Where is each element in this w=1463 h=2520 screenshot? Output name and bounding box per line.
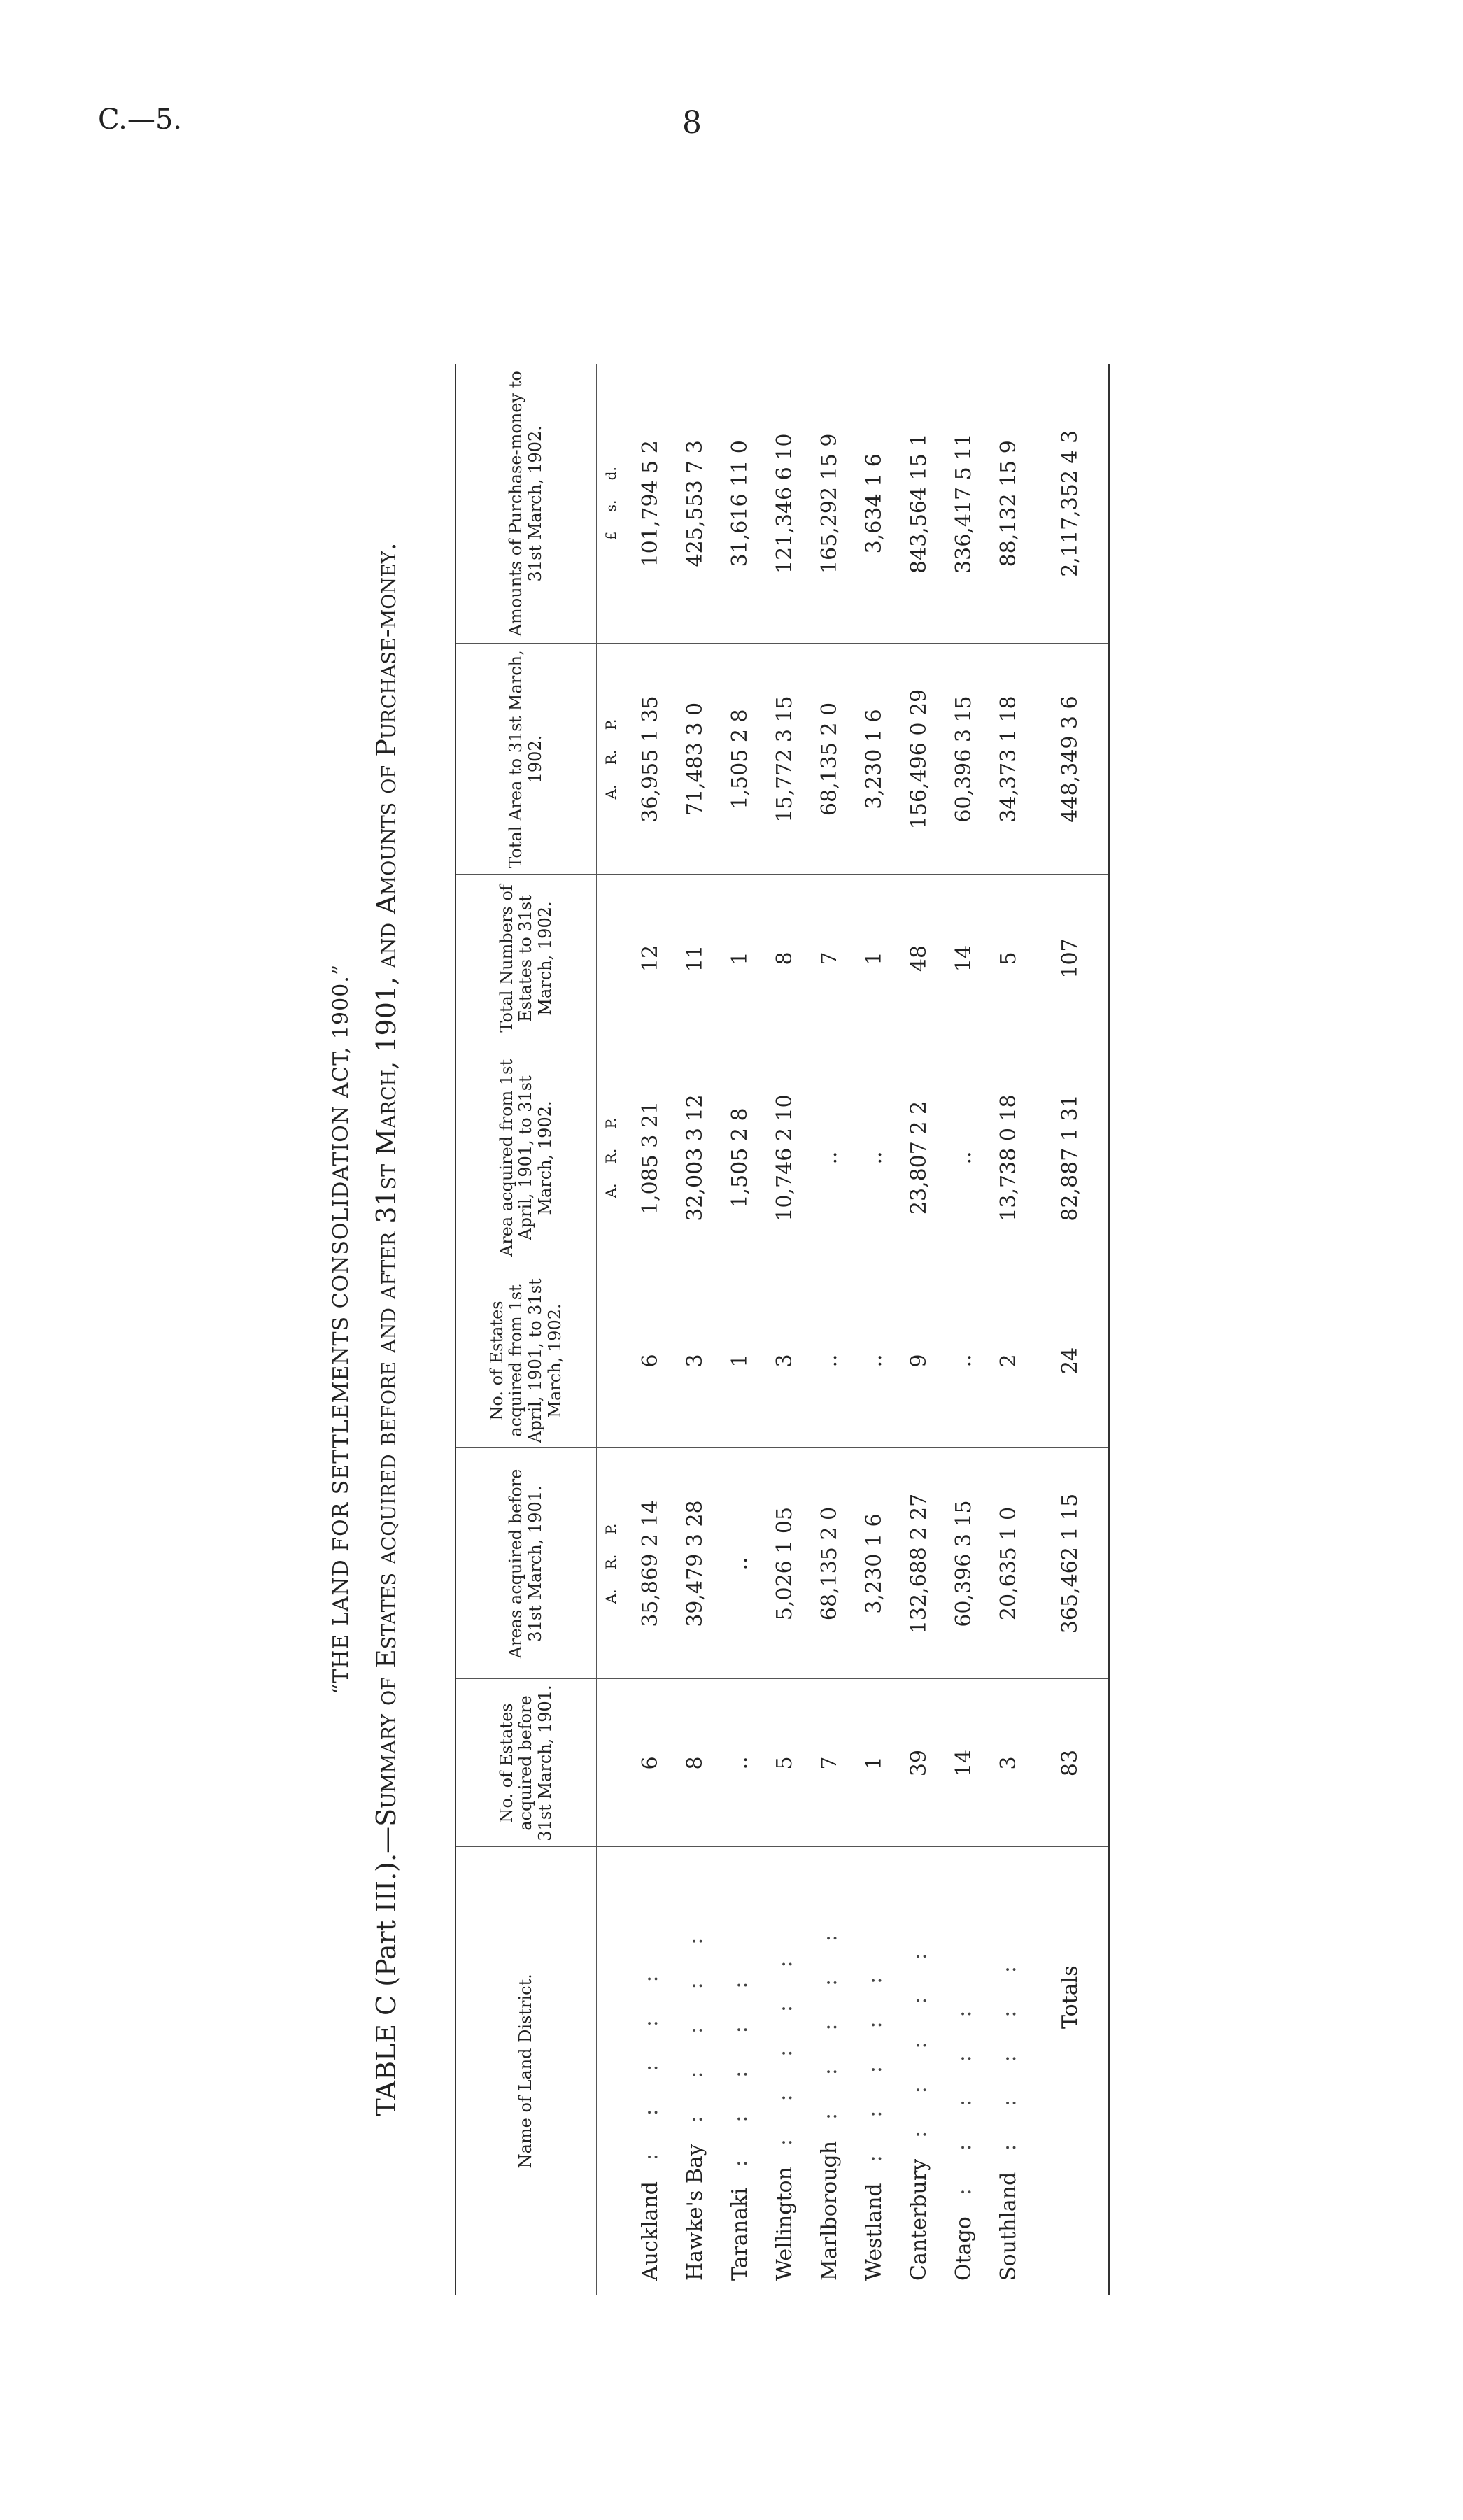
leader-dots: : : : : :	[906, 1937, 931, 2138]
estates-before-cell: 39	[896, 1679, 941, 1847]
estates-before-cell: 6	[625, 1679, 672, 1847]
areas-before-cell: 68,135 2 0	[807, 1448, 851, 1679]
table-row	[807, 364, 851, 2295]
district-cell	[941, 1847, 986, 2295]
page-code: C.—5.	[98, 104, 183, 136]
table-row	[986, 364, 1031, 2295]
estates-before-cell: 8	[672, 1679, 717, 1847]
district-cell	[672, 1847, 717, 2295]
estates-from-cell: ..	[941, 1273, 986, 1448]
table-row	[762, 364, 807, 2295]
total-area-cell: 15,772 3 15	[762, 644, 807, 875]
header-estates-before: No. of Estates acquired before 31st March, 1901.	[455, 1679, 597, 1847]
amounts-cell: 101,794 5 2	[625, 364, 672, 644]
summary-table	[455, 364, 1110, 2295]
areas-before-cell: 5,026 1 05	[762, 1448, 807, 1679]
leader-dots: : : : : :	[727, 1966, 752, 2167]
units-area-from: A. R. P.	[597, 1042, 626, 1273]
areas-before-cell: ..	[717, 1448, 762, 1679]
district-cell	[717, 1847, 762, 2295]
total-area-cell: 68,135 2 0	[807, 644, 851, 875]
areas-before-cell: 35,869 2 14	[625, 1448, 672, 1679]
district-cell	[625, 1847, 672, 2295]
amounts-cell: 165,292 15 9	[807, 364, 851, 644]
totals-total-numbers: 107	[1031, 875, 1110, 1042]
leader-dots: : : : : :	[682, 1922, 707, 2123]
table-row	[941, 364, 986, 2295]
amounts-cell: 425,553 7 3	[672, 364, 717, 644]
units-total-area: A. R. P.	[597, 644, 626, 875]
totals-total-area: 448,349 3 6	[1031, 644, 1110, 875]
area-from-cell: 13,738 0 18	[986, 1042, 1031, 1273]
table-label: TABLE C (Part III.).—	[371, 1826, 402, 2116]
header-district: Name of Land District.	[455, 1847, 597, 2295]
amounts-cell: 3,634 1 6	[851, 364, 896, 644]
totals-district: Totals	[1031, 1847, 1110, 2295]
act-title: “THE LAND FOR SETTLEMENTS CONSOLIDATION ACT, 1900.”	[329, 963, 353, 1695]
estates-from-cell: 2	[986, 1273, 1031, 1448]
amounts-cell: 88,132 15 9	[986, 364, 1031, 644]
units-areas-before: A. R. P.	[597, 1448, 626, 1679]
units-row	[597, 364, 626, 2295]
amounts-cell: 843,564 15 1	[896, 364, 941, 644]
area-from-cell: ..	[941, 1042, 986, 1273]
total-area-cell: 1,505 2 8	[717, 644, 762, 875]
rotated-table-block	[329, 364, 1140, 2295]
header-total-area: Total Area to 31st March, 1902.	[455, 644, 597, 875]
area-from-cell: 1,085 3 21	[625, 1042, 672, 1273]
estates-from-cell: ..	[807, 1273, 851, 1448]
units-amounts: £ s. d.	[597, 364, 626, 644]
header-area-from: Area acquired from 1st April, 1901, to 31st March, 1902.	[455, 1042, 597, 1273]
estates-from-cell: 3	[672, 1273, 717, 1448]
table-title	[371, 364, 427, 2295]
header-row	[455, 364, 597, 2295]
leader-dots: : : : : :	[637, 1960, 663, 2161]
estates-from-cell: 6	[625, 1273, 672, 1448]
table-row	[851, 364, 896, 2295]
district-cell	[851, 1847, 896, 2295]
header-estates-from: No. of Estates acquired from 1st April, 1901, to 31st March, 1902.	[455, 1273, 597, 1448]
amounts-cell: 121,346 6 10	[762, 364, 807, 644]
total-numbers-cell: 1	[851, 875, 896, 1042]
areas-before-cell: 39,479 3 28	[672, 1448, 717, 1679]
total-numbers-cell: 1	[717, 875, 762, 1042]
area-from-cell: ..	[851, 1042, 896, 1273]
header-areas-before: Areas acquired before 31st March, 1901.	[455, 1448, 597, 1679]
estates-before-cell: 7	[807, 1679, 851, 1847]
leader-dots: : : : : :	[861, 1961, 886, 2162]
page-number: 8	[682, 105, 702, 141]
leader-dots: : : : : :	[951, 1995, 976, 2196]
totals-area-from: 82,887 1 31	[1031, 1042, 1110, 1273]
totals-amounts: 2,117,352 4 3	[1031, 364, 1110, 644]
district-name: Canterbury	[906, 2158, 931, 2281]
estates-from-cell: 9	[896, 1273, 941, 1448]
table-row	[717, 364, 762, 2295]
table-caption: Summary of Estates acquired before and after 31st March, 1901, and Amounts of Purchase-money.	[371, 542, 402, 1827]
area-from-cell: ..	[807, 1042, 851, 1273]
district-name: Auckland	[637, 2181, 663, 2281]
district-name: Southland	[996, 2172, 1021, 2281]
area-from-cell: 10,746 2 10	[762, 1042, 807, 1273]
total-area-cell: 156,496 0 29	[896, 644, 941, 875]
total-numbers-cell: 7	[807, 875, 851, 1042]
district-name: Hawke's Bay	[682, 2144, 707, 2281]
district-cell	[986, 1847, 1031, 2295]
estates-before-cell: ..	[717, 1679, 762, 1847]
leader-dots: : : : : :	[996, 1950, 1021, 2151]
estates-before-cell: 14	[941, 1679, 986, 1847]
district-cell	[807, 1847, 851, 2295]
district-name: Wellington	[772, 2167, 797, 2281]
district-cell	[762, 1847, 807, 2295]
leader-dots: : : : : :	[772, 1945, 797, 2146]
total-numbers-cell: 11	[672, 875, 717, 1042]
total-area-cell: 71,483 3 0	[672, 644, 717, 875]
total-area-cell: 60,396 3 15	[941, 644, 986, 875]
amounts-cell: 336,417 5 11	[941, 364, 986, 644]
district-name: Westland	[861, 2183, 886, 2281]
total-area-cell: 36,955 1 35	[625, 644, 672, 875]
total-numbers-cell: 12	[625, 875, 672, 1042]
totals-estates-from: 24	[1031, 1273, 1110, 1448]
leader-dots: : : : : :	[817, 1919, 842, 2120]
area-from-cell: 1,505 2 8	[717, 1042, 762, 1273]
areas-before-cell: 20,635 1 0	[986, 1448, 1031, 1679]
areas-before-cell: 3,230 1 6	[851, 1448, 896, 1679]
amounts-cell: 31,616 11 0	[717, 364, 762, 644]
areas-before-cell: 60,396 3 15	[941, 1448, 986, 1679]
area-from-cell: 23,807 2 2	[896, 1042, 941, 1273]
estates-before-cell: 5	[762, 1679, 807, 1847]
district-name: Otago	[951, 2216, 976, 2281]
header-total-numbers: Total Numbers of Estates to 31st March, 1902.	[455, 875, 597, 1042]
total-area-cell: 34,373 1 18	[986, 644, 1031, 875]
total-numbers-cell: 48	[896, 875, 941, 1042]
areas-before-cell: 132,688 2 27	[896, 1448, 941, 1679]
table-row	[625, 364, 672, 2295]
total-area-cell: 3,230 1 6	[851, 644, 896, 875]
estates-before-cell: 3	[986, 1679, 1031, 1847]
table-row	[896, 364, 941, 2295]
table-row	[672, 364, 717, 2295]
district-name: Marlborough	[817, 2140, 842, 2281]
total-numbers-cell: 14	[941, 875, 986, 1042]
header-amounts: Amounts of Purchase-money to 31st March, 1902.	[455, 364, 597, 644]
totals-estates-before: 83	[1031, 1679, 1110, 1847]
district-name: Taranaki	[727, 2188, 752, 2281]
area-from-cell: 32,003 3 12	[672, 1042, 717, 1273]
total-numbers-cell: 8	[762, 875, 807, 1042]
total-numbers-cell: 5	[986, 875, 1031, 1042]
totals-areas-before: 365,462 1 15	[1031, 1448, 1110, 1679]
estates-before-cell: 1	[851, 1679, 896, 1847]
totals-row	[1031, 364, 1110, 2295]
estates-from-cell: ..	[851, 1273, 896, 1448]
district-cell	[896, 1847, 941, 2295]
estates-from-cell: 3	[762, 1273, 807, 1448]
estates-from-cell: 1	[717, 1273, 762, 1448]
